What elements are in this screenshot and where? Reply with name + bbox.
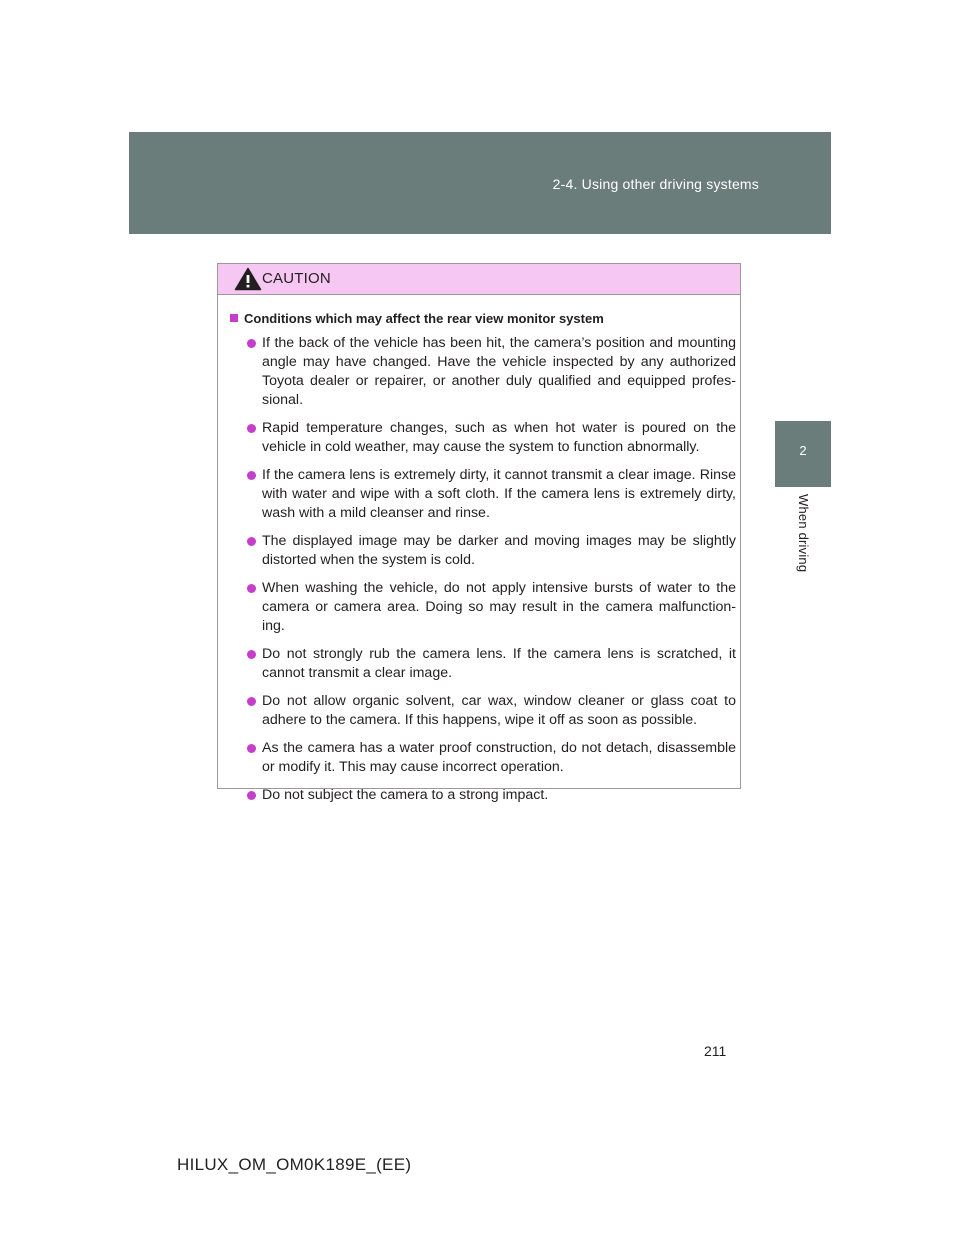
caution-subheading [228,309,736,328]
list-item-text: Rapid temperature changes, such as when hot water is poured on the vehicle in cold weather, may cause the system to function abnormally. [262,420,736,455]
list-item-text: Do not strongly rub the camera lens. If the camera lens is scratched, it cannot transmit a clear image. [262,646,736,681]
bullet-icon [247,339,256,348]
bullet-icon [247,584,256,593]
caution-header [218,264,740,295]
caution-subheading-text: Conditions which may affect the rear view monitor system [244,311,604,326]
caution-box [217,263,741,803]
bullet-icon [247,650,256,659]
caution-body [218,295,740,805]
list-item [242,466,736,523]
chapter-label: When driving [796,494,811,573]
list-item-text: When washing the vehicle, do not apply intensive bursts of water to the camera or camera area. Doing so may result in the camera malfunction-ing. [262,580,736,634]
header-band [129,132,831,234]
list-item [242,334,736,410]
bullet-icon [247,471,256,480]
bullet-icon [247,791,256,800]
list-item-text: If the back of the vehicle has been hit, the camera’s position and mounting angle may have changed. Have the vehicle inspected by any authorized Toyota dealer or repairer, or another duly qualified and equipped profes-sional. [262,335,736,408]
bullet-icon [247,744,256,753]
list-item-text: If the camera lens is extremely dirty, it cannot transmit a clear image. Rinse with water and wipe with a soft cloth. If the camera lens is extremely dirty, wash with a mild cleanser and rinse. [262,467,736,521]
document-code: HILUX_OM_OM0K189E_(EE) [177,1155,412,1174]
bullet-icon [247,697,256,706]
list-item-text: The displayed image may be darker and moving images may be slightly distorted when the system is cold. [262,533,736,568]
list-item [242,419,736,457]
list-item [242,579,736,636]
list-item-text: Do not subject the camera to a strong impact. [262,787,549,803]
caution-label: CAUTION [262,270,331,287]
list-item-text: Do not allow organic solvent, car wax, window cleaner or glass coat to adhere to the camera. If this happens, wipe it off as soon as possible. [262,693,736,728]
list-item [242,645,736,683]
caution-list [228,334,736,805]
chapter-tab [775,421,831,487]
list-item-text: As the camera has a water proof construction, do not detach, disassemble or modify it. This may cause incorrect operation. [262,740,736,775]
list-item [242,786,736,805]
bullet-icon [247,424,256,433]
list-item [242,739,736,777]
square-bullet-icon [230,314,238,322]
chapter-number: 2 [799,443,807,458]
bullet-icon [247,537,256,546]
list-item [242,692,736,730]
list-item [242,532,736,570]
warning-icon [234,267,262,291]
page-number: 211 [704,1043,727,1059]
section-title: 2-4. Using other driving systems [552,176,759,192]
